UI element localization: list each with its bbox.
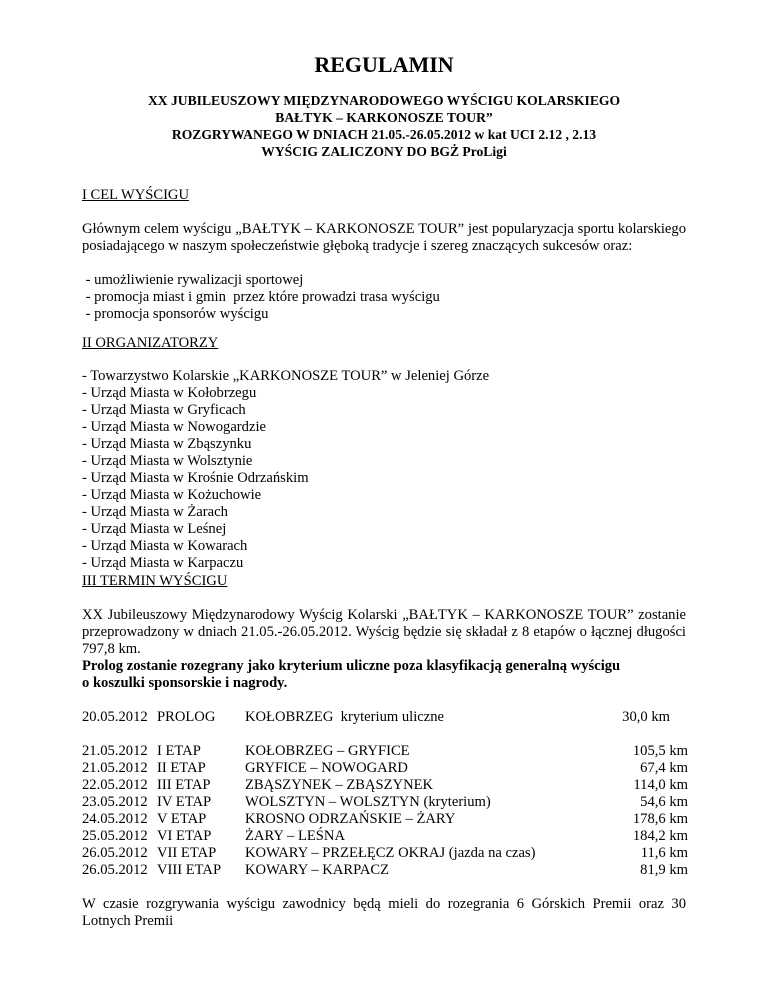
prolog-note <box>82 658 722 692</box>
list-item: - promocja sponsorów wyścigu <box>82 306 269 322</box>
stage-name: VI ETAP <box>157 828 212 844</box>
prolog-note-line: Prolog zostanie rozegrany jako kryterium uliczne poza klasyfikacją generalną wyścigu <box>82 658 621 674</box>
stage-distance: 30,0 km <box>622 709 670 725</box>
stage-route: KOŁOBRZEG – GRYFICE <box>245 743 410 759</box>
stage-date: 25.05.2012 <box>82 828 148 844</box>
stage-date: 20.05.2012 <box>82 709 148 725</box>
stage-name: V ETAP <box>157 811 207 827</box>
table-row-prolog <box>82 709 688 726</box>
stage-date: 26.05.2012 <box>82 862 148 878</box>
stage-date: 24.05.2012 <box>82 811 148 827</box>
list-item: - Urząd Miasta w Karpaczu <box>82 555 244 571</box>
stage-distance: 178,6 km <box>632 811 688 827</box>
list-item: - Towarzystwo Kolarskie „KARKONOSZE TOUR” w Jeleniej Górze <box>82 368 490 384</box>
section-heading-cel: I CEL WYŚCIGU <box>82 187 190 203</box>
document-title: REGULAMIN <box>314 52 454 77</box>
list-item: - Urząd Miasta w Nowogardzie <box>82 419 266 435</box>
table-row <box>82 777 688 794</box>
stage-name: VII ETAP <box>157 845 217 861</box>
organizers-list <box>82 368 686 572</box>
list-item: - Urząd Miasta w Krośnie Odrzańskim <box>82 470 309 486</box>
section-heading-termin: III TERMIN WYŚCIGU <box>82 573 228 589</box>
table-row <box>82 760 688 777</box>
stage-route: WOLSZTYN – WOLSZTYN (kryterium) <box>245 794 491 810</box>
stage-name: IV ETAP <box>157 794 212 810</box>
section-heading-organizatorzy: II ORGANIZATORZY <box>82 335 219 351</box>
list-item: - Urząd Miasta w Kowarach <box>82 538 248 554</box>
document-subtitle <box>0 92 768 160</box>
stage-distance: 184,2 km <box>632 828 688 844</box>
stage-route: KOŁOBRZEG kryterium uliczne <box>245 709 444 725</box>
stage-date: 26.05.2012 <box>82 845 148 861</box>
list-item: - Urząd Miasta w Wolsztynie <box>82 453 253 469</box>
subtitle-line: XX JUBILEUSZOWY MIĘDZYNARODOWEGO WYŚCIGU KOLARSKIEGO <box>147 93 621 108</box>
list-item: - Urząd Miasta w Kołobrzegu <box>82 385 257 401</box>
subtitle-line: BAŁTYK – KARKONOSZE TOUR” <box>275 110 493 125</box>
section-cel-paragraph: Głównym celem wyścigu „BAŁTYK – KARKONOSZE TOUR” jest popularyzacja sportu kolarskiego posiadającego w naszym społeczeństwie głęboką tradycje i szereg znaczących sukcesów oraz: <box>82 221 686 254</box>
section-termin-paragraph: XX Jubileuszowy Międzynarodowy Wyścig Kolarski „BAŁTYK – KARKONOSZE TOUR” zostanie przeprowadzony w dniach 21.05.-26.05.2012. Wyścig będzie się składał z 8 etapów o łącznej długości 797,8 km. <box>82 607 686 657</box>
table-row <box>82 828 688 845</box>
stage-route: KOWARY – PRZEŁĘCZ OKRAJ (jazda na czas) <box>245 845 536 861</box>
stage-name: VIII ETAP <box>157 862 222 878</box>
stage-route: KROSNO ODRZAŃSKIE – ŻARY <box>245 811 456 827</box>
stage-distance: 11,6 km <box>640 845 688 861</box>
stage-name: I ETAP <box>157 743 201 759</box>
stage-distance: 105,5 km <box>632 743 688 759</box>
prolog-note-line: o koszulki sponsorskie i nagrody. <box>82 675 288 691</box>
list-item: - Urząd Miasta w Kożuchowie <box>82 487 262 503</box>
section-termin-closing: W czasie rozgrywania wyścigu zawodnicy będą mieli do rozegrania 6 Górskich Premii oraz 30 Lotnych Premii <box>82 896 686 929</box>
table-row <box>82 845 688 862</box>
table-row <box>82 862 688 879</box>
list-item: - Urząd Miasta w Zbąszynku <box>82 436 252 452</box>
list-item: - Urząd Miasta w Żarach <box>82 504 228 520</box>
stage-name: III ETAP <box>157 777 211 793</box>
stage-date: 21.05.2012 <box>82 743 148 759</box>
table-row <box>82 794 688 811</box>
stage-date: 23.05.2012 <box>82 794 148 810</box>
stage-distance: 81,9 km <box>640 862 688 878</box>
stage-distance: 67,4 km <box>640 760 688 776</box>
stage-name: PROLOG <box>157 709 216 725</box>
list-item: - Urząd Miasta w Leśnej <box>82 521 227 537</box>
table-row <box>82 811 688 828</box>
stage-route: KOWARY – KARPACZ <box>245 862 390 878</box>
stage-route: ZBĄSZYNEK – ZBĄSZYNEK <box>245 777 434 793</box>
stage-name: II ETAP <box>157 760 206 776</box>
stage-date: 22.05.2012 <box>82 777 148 793</box>
stage-date: 21.05.2012 <box>82 760 148 776</box>
subtitle-line: WYŚCIG ZALICZONY DO BGŻ ProLigi <box>261 144 507 159</box>
table-row <box>82 743 688 760</box>
stage-route: GRYFICE – NOWOGARD <box>245 760 408 776</box>
stage-distance: 54,6 km <box>640 794 688 810</box>
list-item: - Urząd Miasta w Gryficach <box>82 402 246 418</box>
section-cel-bullets <box>82 272 686 323</box>
subtitle-line: ROZGRYWANEGO W DNIACH 21.05.-26.05.2012 w kat UCI 2.12 , 2.13 <box>171 127 597 142</box>
list-item: - promocja miast i gmin przez które prowadzi trasa wyścigu <box>82 289 440 305</box>
stage-distance: 114,0 km <box>633 777 688 793</box>
list-item: - umożliwienie rywalizacji sportowej <box>82 272 304 288</box>
stage-route: ŻARY – LEŚNA <box>245 828 345 844</box>
